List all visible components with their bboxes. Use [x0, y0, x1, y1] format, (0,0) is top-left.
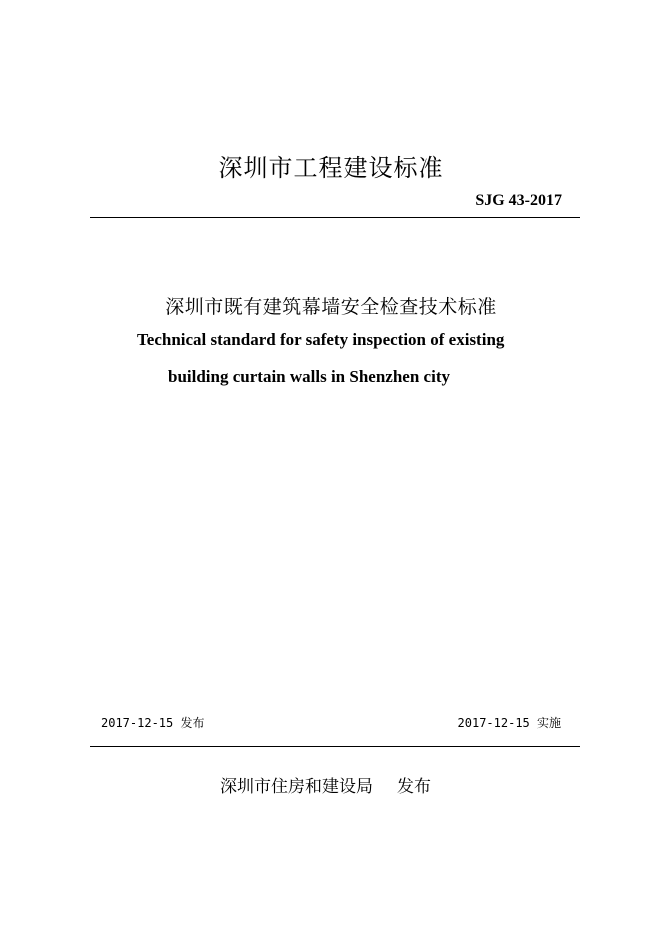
publisher-line [220, 772, 431, 797]
publish-action: 发布 [397, 777, 431, 797]
document-title-chinese: 深圳市既有建筑幕墙安全检查技术标准 [165, 296, 497, 318]
issue-date: 2017-12-15 发布 [101, 716, 205, 730]
effective-date: 2017-12-15 实施 [457, 716, 561, 730]
top-divider-line [90, 217, 580, 218]
document-title-english-line-2: building curtain walls in Shenzhen city [168, 367, 450, 386]
standard-number: SJG 43-2017 [475, 192, 562, 209]
publisher-name: 深圳市住房和建设局 [220, 777, 373, 797]
document-title-english-line-1: Technical standard for safety inspection of existing [137, 330, 505, 349]
bottom-divider-line [90, 746, 580, 747]
standard-series-title: 深圳市工程建设标准 [218, 154, 444, 182]
